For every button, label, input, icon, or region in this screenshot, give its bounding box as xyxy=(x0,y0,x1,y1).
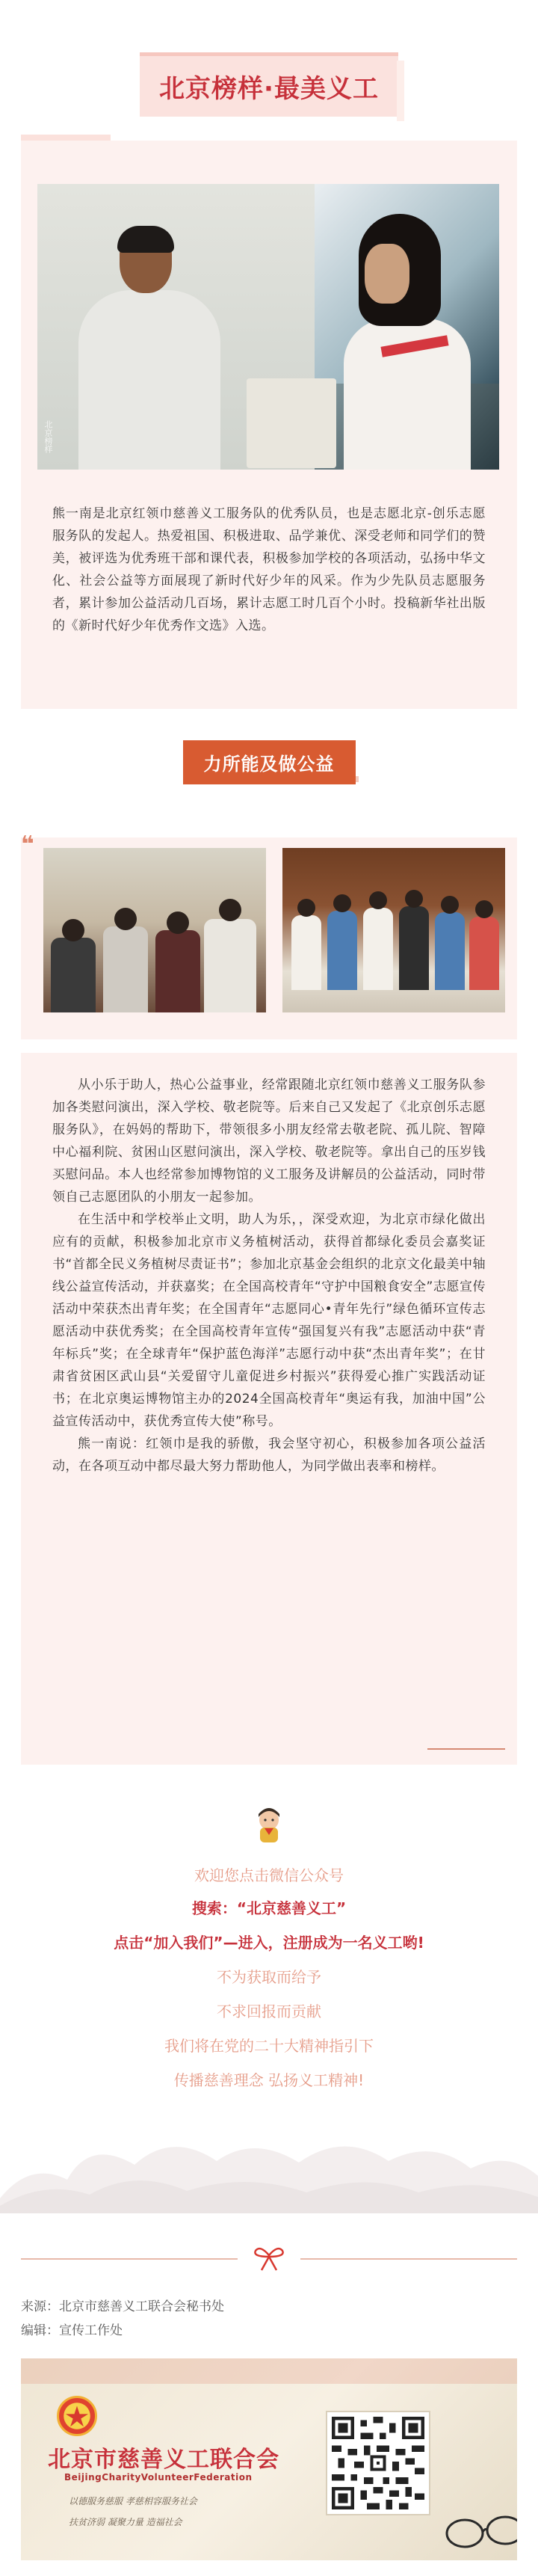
photo-person xyxy=(204,919,256,1012)
photo-person-head xyxy=(114,908,137,930)
section-tag: 力所能及做公益 xyxy=(183,740,356,784)
photo-exhibit xyxy=(247,378,336,468)
brand-stripe xyxy=(21,2358,517,2384)
photo-person xyxy=(51,938,96,1012)
photo-person-head xyxy=(297,899,315,917)
bow-icon xyxy=(253,2245,285,2272)
source-line: 来源：北京市慈善义工联合会秘书处 xyxy=(21,2299,224,2314)
story-paragraph-3: 熊一南说：红领巾是我的骄傲，我会坚守初心，积极参加各项公益活动，在各项互动中都尽最大努力帮助他人，为同学做出表率和榜样。 xyxy=(52,1436,486,1474)
photo-person-head xyxy=(219,899,241,921)
card-divider-line xyxy=(427,1748,505,1750)
section-tag-wrap xyxy=(0,740,538,784)
photo-person-head xyxy=(333,894,351,912)
intro-paragraph: 熊一南是北京红领巾慈善义工服务队的优秀队员，也是志愿北京-创乐志愿服务队的发起人。热爱祖国、积极进取、品学兼优、深受老师和同学们的赞美，被评选为优秀班干部和课代表，积极参加学校的各项活动，弘扬中华文化、社会公益等方面展现了新时代好少年的风采。作为少先队员志愿服务者，累计参加公益活动几百场，累计志愿工时几百个小时。投稿新华社出版的《新时代好少年优秀作文选》入选。 xyxy=(52,506,486,633)
photo-figure-man xyxy=(78,229,205,470)
glasses-decoration xyxy=(439,2508,517,2553)
story-text xyxy=(52,1074,486,1478)
story-paragraph-1: 从小乐于助人，热心公益事业，经常跟随北京红领巾慈善义工服务队参加各类慰问演出，深入学校、敬老院等。后来自己又发起了《北京创乐志愿服务队》，在妈妈的帮助下，带领很多小朋友经常去敬老院、孤儿院、智障中心福利院、贫困山区慰问演出，深入学校、敬老院等。拿出自己的压岁钱买慰问品。本人也经常参加博物馆的义工服务及讲解员的公益活动，同时带领自己志愿团队的小朋友一起参加。 xyxy=(52,1078,486,1205)
photo-person xyxy=(327,911,357,990)
photo-person xyxy=(155,930,200,1012)
qr-code-icon[interactable] xyxy=(326,2411,430,2515)
intro-photo[interactable] xyxy=(37,184,499,470)
page-title: 北京榜样·最美义工 xyxy=(159,74,379,104)
photo-person-head xyxy=(405,890,423,908)
cta-line-7: 传播慈善理念 弘扬义工精神! xyxy=(173,2071,365,2089)
photo-person xyxy=(291,915,321,990)
photo-person-head xyxy=(475,900,493,918)
title-banner xyxy=(0,52,538,117)
photo-person xyxy=(435,912,465,990)
activity-photo-right[interactable] xyxy=(282,848,505,1012)
cta-line-5: 不求回报而贡献 xyxy=(217,2002,321,2020)
divider-left xyxy=(21,2258,238,2260)
photo-watermark: 北京榜样 xyxy=(43,420,53,453)
photo-figure-girl xyxy=(336,214,471,470)
photo-person xyxy=(103,926,148,1012)
cta-line-4: 不为获取而给予 xyxy=(217,1968,321,1986)
brand-slogan-1: 以德服务慈服 孝慈相容服务社会 xyxy=(69,2496,197,2506)
photo-person-head xyxy=(62,919,84,941)
story-paragraph-2: 在生活中和学校举止文明，助人为乐，，深受欢迎，为北京市绿化做出应有的贡献，积极参加北京市义务植树活动，获得首都绿化委员会嘉奖证书“首都全民义务植树尽责证书”；参加北京基金会组织的北京文化最美中轴线公益宣传活动，并获嘉奖；在全国高校青年“守护中国粮食安全”志愿宣传活动中荣获杰出青年奖；在全国青年“志愿同心•青年先行”绿色循环宣传志愿活动中获优秀奖；在全国高校青年宣传“强国复兴有我”志愿活动中获“青年标兵”奖；在全球青年“保护蓝色海洋”志愿行动中获“杰出青年奖”；在甘肃省贫困区武山县“关爱留守儿童促进乡村振兴”获得爱心推广实践活动证书；在北京奥运博物馆主办的2024全国高校青年“奥运有我，加油中国”公益宣传活动中，获优秀宣传大使”称号。 xyxy=(52,1212,486,1429)
brand-slogan-2: 扶贫济弱 凝聚力量 造福社会 xyxy=(69,2517,182,2527)
photo-person xyxy=(399,906,429,990)
editor-line: 编辑：宣传工作处 xyxy=(21,2323,123,2338)
divider-right xyxy=(300,2258,517,2260)
mascot-icon xyxy=(251,1805,287,1844)
cloud-decoration xyxy=(0,2109,538,2213)
photo-person-head xyxy=(167,912,189,934)
quote-icon: ❝ xyxy=(21,831,34,858)
title-box xyxy=(140,52,398,117)
cta-search-line: 搜索：“北京慈善义工” xyxy=(191,1899,347,1917)
cta-line-1: 欢迎您点击微信公众号 xyxy=(194,1866,344,1884)
photo-person xyxy=(363,908,393,990)
brand-name: 北京市慈善义工联合会 xyxy=(48,2447,279,2473)
federation-logo-icon xyxy=(57,2396,97,2436)
photo-person-head xyxy=(369,891,387,909)
photo-person-head xyxy=(441,896,459,914)
cta-join-line: 点击“加入我们”—进入，注册成为一名义工哟! xyxy=(114,1934,424,1952)
cta-line-6: 我们将在党的二十大精神指引下 xyxy=(164,2037,374,2055)
brand-english-name: BeijingCharityVolunteerFederation xyxy=(64,2472,253,2483)
brand-banner xyxy=(21,2358,517,2560)
activity-photo-left[interactable] xyxy=(43,848,266,1012)
photo-person xyxy=(469,917,499,990)
